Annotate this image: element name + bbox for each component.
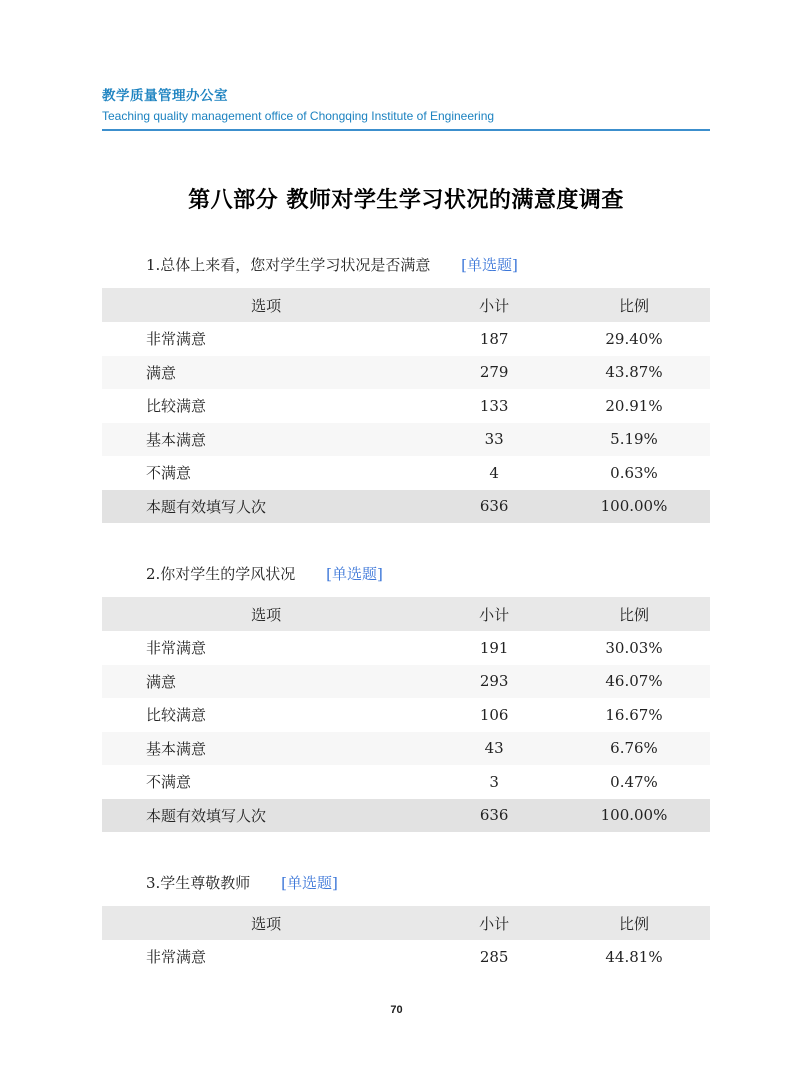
- option-ratio: 0.63%: [610, 463, 658, 482]
- option-label: 本题有效填写人次: [146, 806, 267, 825]
- option-label: 本题有效填写人次: [146, 497, 267, 516]
- option-ratio: 0.47%: [610, 772, 658, 791]
- table-row: [102, 799, 710, 833]
- letterhead-divider: [102, 129, 710, 131]
- option-label: 不满意: [146, 464, 192, 483]
- table-row: [102, 732, 710, 766]
- table-row: [102, 456, 710, 490]
- option-ratio: 16.67%: [605, 705, 663, 724]
- option-label: 满意: [146, 672, 177, 691]
- option-label: 非常满意: [146, 330, 207, 349]
- question-text: 3.学生尊敬教师: [146, 874, 251, 892]
- question-text: 2.你对学生的学风状况: [146, 565, 296, 583]
- option-count: 191: [479, 638, 509, 657]
- results-table-1: [102, 288, 710, 523]
- option-count: 33: [484, 430, 504, 449]
- question-section-2: [102, 563, 710, 832]
- section-title: 第八部分 教师对学生学习状况的满意度调查: [188, 187, 624, 213]
- question-section-1: [102, 254, 710, 523]
- table-row: [102, 389, 710, 423]
- column-header-option: 选项: [102, 597, 430, 631]
- option-label: 非常满意: [146, 639, 207, 658]
- results-table-2: [102, 597, 710, 832]
- table-row: [102, 665, 710, 699]
- option-count: 293: [479, 672, 509, 691]
- column-header-ratio: 比例: [558, 597, 710, 631]
- table-header-row: [102, 288, 710, 322]
- option-count: 279: [479, 363, 509, 382]
- table-row: [102, 940, 710, 974]
- option-label: 基本满意: [146, 739, 207, 758]
- option-ratio: 29.40%: [605, 329, 663, 348]
- question-type-tag: [单选题]: [461, 256, 518, 274]
- table-row: [102, 631, 710, 665]
- column-header-count: 小计: [430, 597, 558, 631]
- results-table-3: [102, 906, 710, 974]
- question-section-3: [102, 872, 710, 974]
- option-ratio: 46.07%: [605, 672, 663, 691]
- option-count: 3: [489, 772, 499, 791]
- column-header-option: 选项: [102, 288, 430, 322]
- option-ratio: 43.87%: [605, 363, 663, 382]
- option-label: 比较满意: [146, 397, 207, 416]
- question-line: [102, 872, 710, 893]
- option-count: 285: [479, 947, 509, 966]
- table-row: [102, 490, 710, 524]
- table-row: [102, 322, 710, 356]
- table-row: [102, 698, 710, 732]
- option-ratio: 44.81%: [605, 947, 663, 966]
- column-header-option: 选项: [102, 906, 430, 940]
- option-label: 非常满意: [146, 948, 207, 967]
- option-ratio: 100.00%: [600, 806, 668, 825]
- question-type-tag: [单选题]: [326, 565, 383, 583]
- org-name-english: Teaching quality management office of Chongqing Institute of Engineering: [102, 109, 495, 123]
- column-header-ratio: 比例: [558, 906, 710, 940]
- table-row: [102, 765, 710, 799]
- option-count: 133: [479, 396, 509, 415]
- option-ratio: 6.76%: [610, 739, 658, 758]
- option-ratio: 100.00%: [600, 497, 668, 516]
- question-line: [102, 254, 710, 275]
- table-row: [102, 356, 710, 390]
- option-label: 不满意: [146, 773, 192, 792]
- option-count: 43: [484, 739, 504, 758]
- option-ratio: 30.03%: [605, 638, 663, 657]
- option-count: 187: [479, 329, 509, 348]
- org-name-chinese: 教学质量管理办公室: [102, 88, 228, 103]
- letterhead: [102, 84, 710, 131]
- question-type-tag: [单选题]: [281, 874, 338, 892]
- column-header-ratio: 比例: [558, 288, 710, 322]
- option-ratio: 20.91%: [605, 396, 663, 415]
- column-header-count: 小计: [430, 288, 558, 322]
- option-label: 比较满意: [146, 706, 207, 725]
- option-label: 满意: [146, 363, 177, 382]
- table-header-row: [102, 906, 710, 940]
- question-line: [102, 563, 710, 584]
- table-header-row: [102, 597, 710, 631]
- column-header-count: 小计: [430, 906, 558, 940]
- option-count: 106: [479, 705, 509, 724]
- option-count: 636: [479, 806, 509, 825]
- question-text: 1.总体上来看，您对学生学习状况是否满意: [146, 256, 431, 274]
- table-row: [102, 423, 710, 457]
- option-ratio: 5.19%: [610, 430, 658, 449]
- page-number: 70: [390, 1004, 403, 1016]
- option-count: 4: [489, 463, 499, 482]
- option-label: 基本满意: [146, 430, 207, 449]
- option-count: 636: [479, 497, 509, 516]
